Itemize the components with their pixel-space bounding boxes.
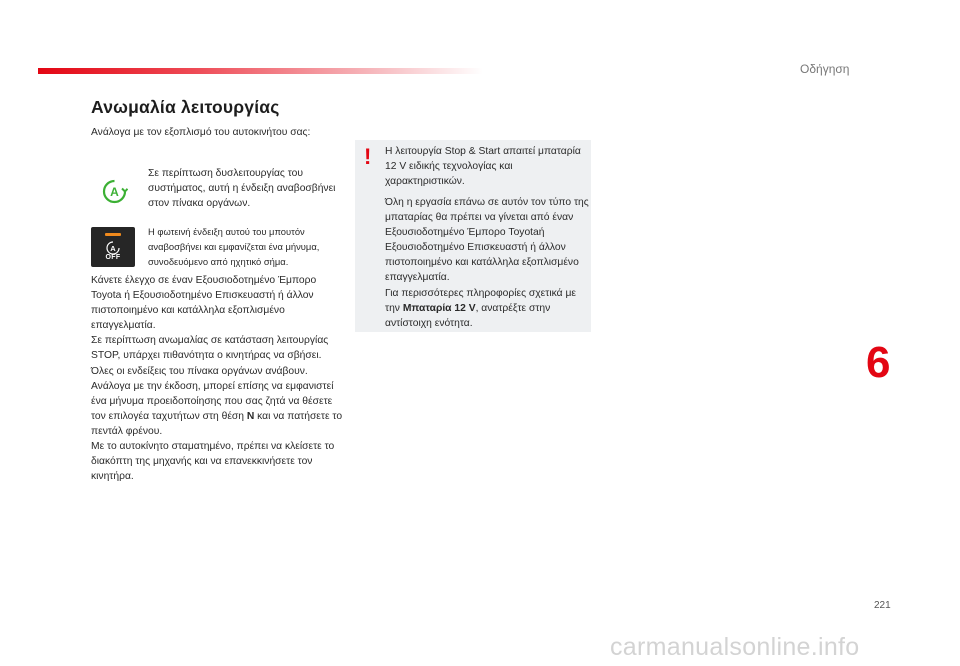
- warning-text-2-part1: Όλη η εργασία επάνω σε αυτόν τον τύπο της μπαταρίας θα πρέπει να γίνεται από έναν Εξουσιοδοτημένο Έμπορο Toyotaή Εξουσιοδοτημένο Επισκευαστή ή άλλον πιστοποιημένο και κατάλληλα εξοπλισμένο επαγγελματία. Για περισσότερες πληροφορίες σχετικά με την: [385, 197, 589, 314]
- warning-text-1: Η λειτουργία Stop & Start απαιτεί μπαταρία 12 V ειδικής τεχνολογίας και χαρακτηριστικών.: [385, 146, 581, 188]
- stop-start-off-button: [91, 227, 135, 267]
- warning-icon: !: [364, 144, 372, 169]
- battery-reference: Μπαταρία 12 V: [402, 302, 476, 314]
- header-accent-bar: [38, 68, 483, 74]
- warning-box: [355, 140, 591, 332]
- indicator-letter: A: [110, 185, 119, 199]
- stop-start-warning-icon: [101, 178, 128, 205]
- chapter-label: Οδήγηση: [800, 62, 850, 76]
- page-number: 221: [874, 600, 891, 611]
- gear-position-n: N: [246, 410, 255, 422]
- watermark: carmanualsonline.info: [610, 633, 860, 661]
- section-title: Ανωμαλία λειτουργίας: [91, 97, 280, 117]
- off-button-led: [105, 233, 121, 236]
- case1-text: Σε περίπτωση δυσλειτουργίας του συστήματος, αυτή η ένδειξη αναβοσβήνει στον πίνακα οργάνων.: [148, 168, 336, 210]
- case2-text: Η φωτεινή ένδειξη αυτού του μπουτόν αναβοσβήνει και εμφανίζεται ένα μήνυμα, συνοδευόμενο από ηχητικό σήμα.: [148, 226, 320, 267]
- off-button-icon-letter: A: [110, 244, 116, 253]
- warning-text-2: [385, 195, 589, 331]
- warning-text-2-part2: , ανατρέξτε στην αντίστοιχη ενότητα.: [385, 302, 551, 329]
- body-text-part1: Κάνετε έλεγχο σε έναν Εξουσιοδοτημένο Έμπορο Toyota ή Εξουσιοδοτημένο Επισκευαστή ή άλλον πιστοποιημένο και κατάλληλα εξοπλισμένο επαγγελματία. Σε περίπτωση ανωμαλίας σε κατάσταση λειτουργίας STOP, υπάρχει πιθανότητα ο κινητήρας να σβήσει. Όλες οι ενδείξεις του πίνακα οργάνων ανάβουν. Ανάλογα με την έκδοση, μπορεί επίσης να εμφανιστεί ένα μήνυμα προειδοποίησης που σας ζητά να θέσετε τον επιλογέα ταχυτήτων στη θέση: [91, 275, 334, 422]
- off-button-label: OFF: [105, 254, 121, 261]
- body-text: [91, 273, 347, 484]
- intro-text: Ανάλογα με τον εξοπλισμό του αυτοκινήτου σας:: [91, 127, 311, 138]
- body-text-part2: και να πατήσετε το πεντάλ φρένου. Με το αυτοκίνητο σταματημένο, πρέπει να κλείσετε το διακόπτη της μηχανής και να επανεκκινήσετε τον κινητήρα.: [91, 410, 343, 483]
- chapter-number: 6: [866, 338, 891, 387]
- stop-start-icon: [106, 241, 120, 255]
